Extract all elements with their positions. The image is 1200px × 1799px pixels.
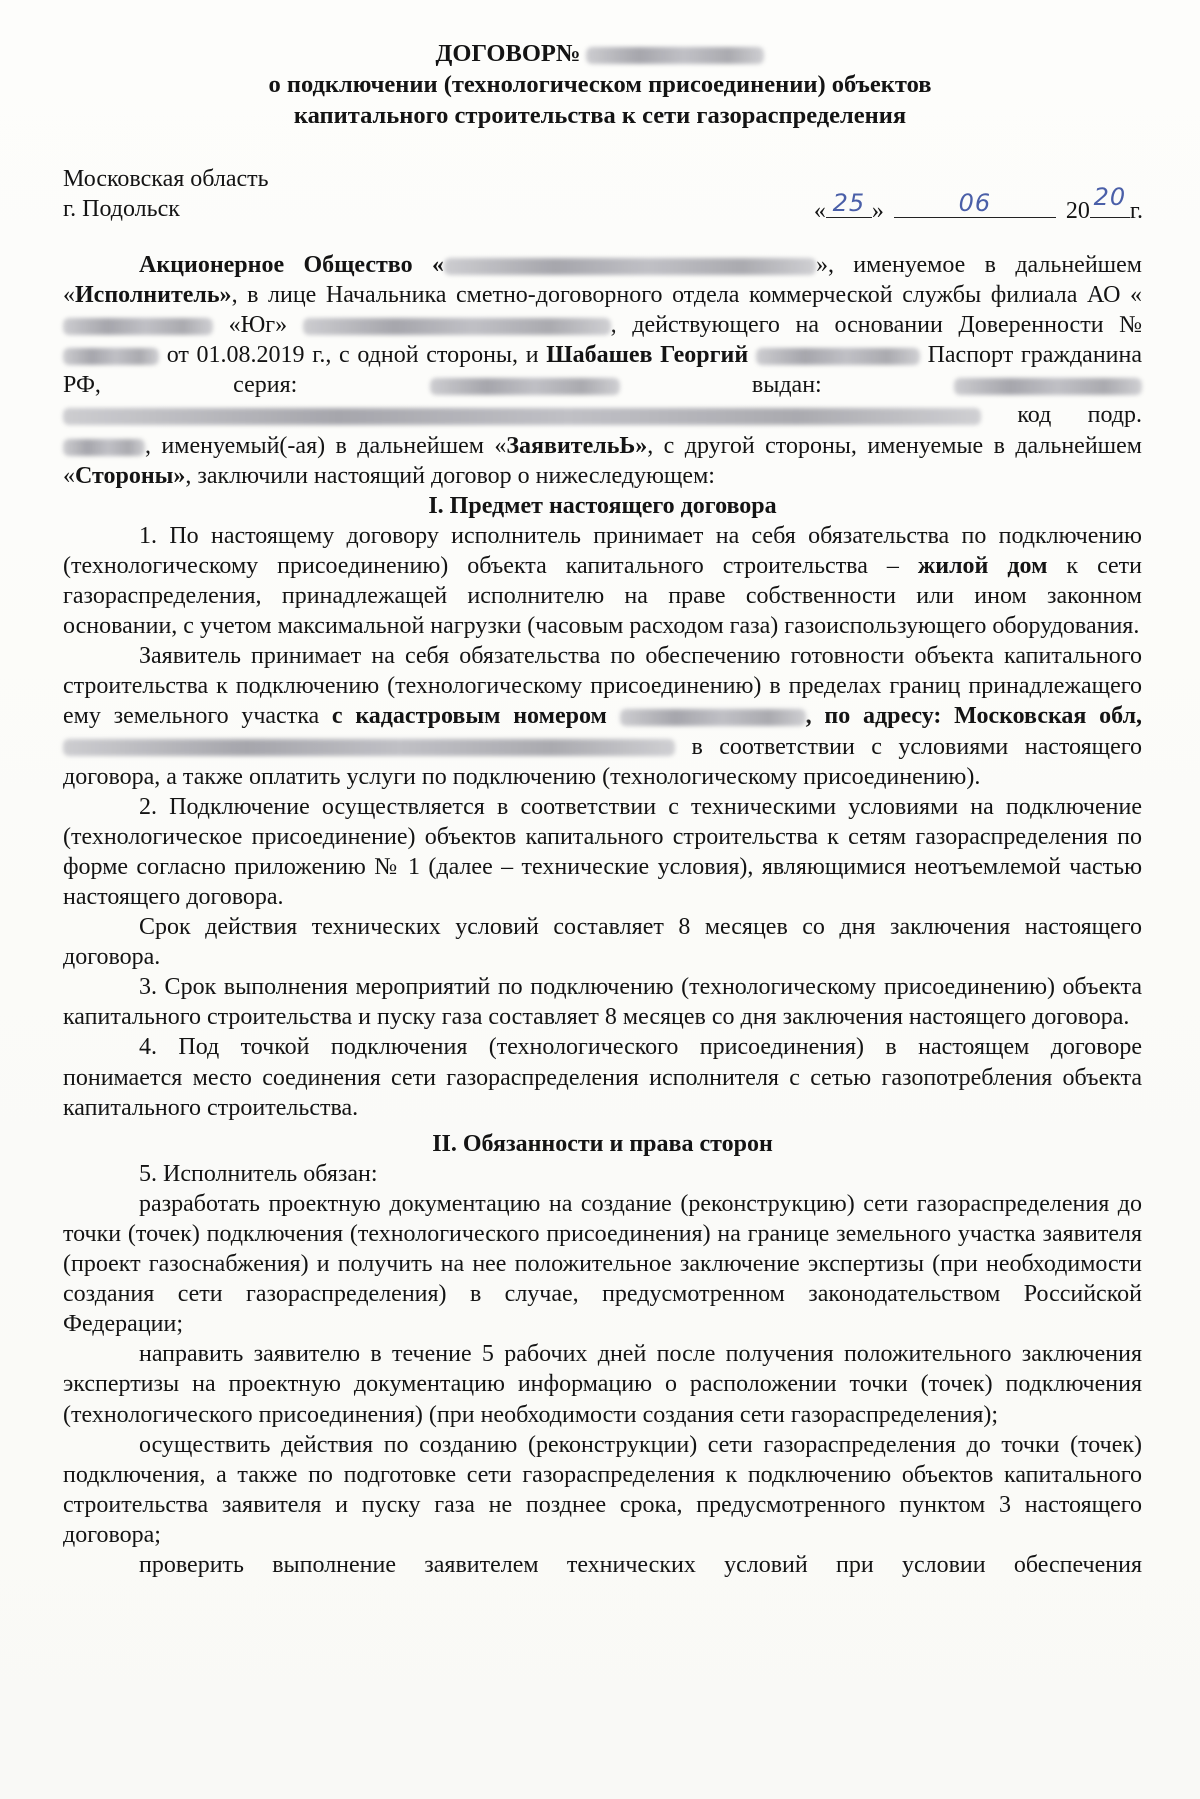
date-year-handwritten: 20 (1093, 183, 1127, 211)
redacted-issue-date (954, 378, 1142, 395)
intro-text-2: », именуемое в дальнейшем « (63, 252, 1142, 309)
clause-5-item-2: направить заявителю в течение 5 рабочих дней после получения положительного заключения экспертизы на проектную документацию информацию о расположении точки (точек) подключения (технологического присоединения) (при необходимости создания сети газораспределения); (63, 1341, 1142, 1428)
contract-date (813, 183, 1143, 226)
intro-text-7: от 01.08.2019 г., с одной стороны, и (166, 342, 539, 369)
location-block (63, 164, 269, 224)
clause-5-item-1: разработать проектную документацию на создание (реконструкцию) сети газораспределения до точки (точек) подключения (технологического присоединения) на границе земельного участка заявителя (проект газоснабжения) и получить на нее положительное заключение экспертизы (при необходимости создания сети газораспределения) в случае, предусмотренном законодательством Российской Федерации; (63, 1190, 1142, 1338)
contract-body (63, 250, 1142, 1580)
redacted-power-of-attorney (63, 348, 159, 365)
intro-applicant: ЗаявительЬ» (506, 432, 648, 459)
contract-title-text: ДОГОВОР№ (435, 40, 581, 67)
intro-text-16: , заключили настоящий договор о нижеследующем: (185, 462, 715, 489)
redacted-branch-name (63, 318, 213, 335)
clause-2: 2. Подключение осуществляется в соответствии с техническими условиями на подключение (технологическое присоединение) объектов капитального строительства к сетям газораспределения по форме согласно приложению № 1 (далее – технические условия), являющимися неотъемлемой частью настоящего договора. (63, 793, 1142, 910)
intro-company-prefix: Акционерное Общество « (139, 252, 444, 278)
city: г. Подольск (63, 196, 180, 222)
intro-text-12: , именуемый(-ая) в дальнейшем « (145, 432, 507, 459)
date-year-suffix: г. (1129, 198, 1143, 224)
redacted-contract-number (586, 47, 764, 64)
region: Московская область (63, 166, 269, 192)
clause-2-term: Срок действия технических условий составляет 8 месяцев со дня заключения настоящего договора. (63, 914, 1142, 971)
redacted-division-code (63, 439, 145, 456)
clause-5-item-3: осуществить действия по созданию (реконструкции) сети газораспределения до точки (точек) подключения, а также по подготовке сети газораспределения к подключению объектов капитального строительства заявителя и пуску газа не позднее срока, предусмотренного пунктом 3 настоящего договора; (63, 1431, 1142, 1548)
date-day-field (826, 189, 872, 218)
redacted-applicant-patronymic (756, 348, 920, 365)
contract-subtitle-1: о подключении (технологическом присоединении) объектов (268, 71, 932, 98)
intro-text-4: , в лице Начальника сметно-договорного отдела коммерческой службы филиала АО « (231, 282, 1142, 309)
date-year-prefix: 20 (1065, 198, 1090, 224)
clause-4: 4. Под точкой подключения (технологического присоединения) в настоящем договоре понимается место соединения сети газораспределения исполнителя с сетью газопотребления объекта капитального строительства. (63, 1034, 1142, 1121)
contract-title (0, 38, 1200, 69)
applicant-name: Шабашев Георгий (546, 342, 749, 369)
document-header (0, 38, 1200, 131)
intro-executor: Исполнитель» (75, 282, 232, 309)
intro-parties: Стороны» (75, 462, 186, 489)
clause-3: 3. Срок выполнения мероприятий по подключению (технологическому присоединению) объекта капитального строительства и пуску газа составляет 8 месяцев со дня заключения настоящего договора. (63, 974, 1142, 1031)
redacted-passport-series (430, 378, 620, 395)
address-label: по адресу: Московская обл, (824, 703, 1143, 730)
contract-subtitle-2: капитального строительства к сети газораспределения (293, 102, 907, 129)
date-quote-close: » (871, 198, 884, 224)
cadastral-label: с кадастровым номером (331, 703, 607, 730)
clause-1 (63, 521, 1142, 641)
redacted-address (63, 739, 675, 756)
clause-1-text-c: к сети газораспределения, принадлежащей исполнителю на праве собственности или ином законном основании, с учетом максимальной нагрузки (часовым расходом газа) газоиспользующего оборудования. (63, 552, 1143, 640)
redacted-cadastral-number (620, 709, 806, 726)
date-year-field (1090, 183, 1130, 218)
redacted-issuing-authority (63, 408, 981, 425)
intro-issued-label: выдан: (751, 372, 822, 399)
date-month-handwritten: 06 (958, 189, 992, 217)
date-month-field (894, 189, 1056, 218)
clause-1-applicant-tail: в соответствии с условиями настоящего договора, а также оплатить услуги по подключению (технологическому присоединению). (63, 733, 1143, 790)
intro-text-14: , с другой стороны, именуемые в дальнейшем « (63, 432, 1142, 489)
intro-passport-label: Паспорт гражданина РФ, серия: (63, 342, 1143, 399)
section-1-title: I. Предмет настоящего договора (428, 492, 777, 519)
intro-paragraph (63, 250, 1142, 491)
redacted-company-name (444, 258, 816, 275)
redacted-representative-name (303, 318, 611, 335)
section-2-title: II. Обязанности и права сторон (432, 1130, 773, 1157)
date-quote-open: « (813, 198, 826, 224)
intro-code-label: код подр. (1017, 402, 1143, 429)
intro-text-6: , действующего на основании Доверенности № (610, 312, 1143, 339)
clause-1-text-a: 1. По настоящему договору исполнитель принимает на себя обязательства по подключению (технологическому присоединению) объекта капитального строительства – (63, 522, 1142, 579)
intro-branch-yug: «Юг» (228, 312, 288, 339)
clause-1-applicant-text: Заявитель принимает на себя обязательства по обеспечению готовности объекта капитального строительства к подключению (технологическому присоединению) в пределах границ принадлежащего ему земельного участка (63, 643, 1142, 730)
date-day-handwritten: 25 (832, 189, 866, 217)
clause-1-applicant: Заявитель принимает на себя обязательства по обеспечению готовности объекта капитального строительства к подключению (технологическому присоединению) в пределах границ принадлежащего ему земельного участка с кадастровым номером , по адресу: Московская обл, в соответствии с условиями настоящего договора, а также оплатить услуги по подключению (технологическому присоединению). (63, 643, 1143, 790)
clause-5-item-4: проверить выполнение заявителем технических условий при условии обеспечения (139, 1552, 1142, 1579)
clause-1-object: жилой дом (917, 552, 1048, 579)
clause-5: 5. Исполнитель обязан: (139, 1160, 378, 1187)
